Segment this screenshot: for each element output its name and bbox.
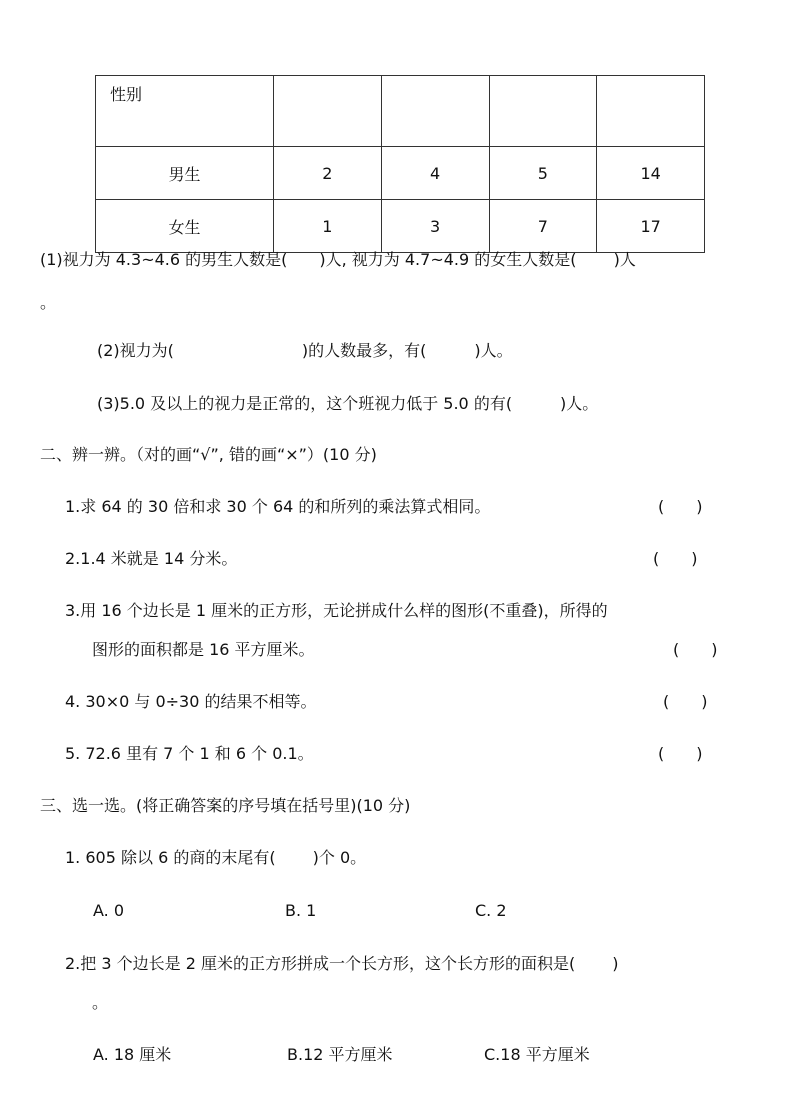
table-cell: 7 bbox=[489, 200, 597, 253]
question-3: (3)5.0 及以上的视力是正常的，这个班视力低于 5.0 的有( )人。 bbox=[97, 394, 599, 413]
judge-item-3-line2: 图形的面积都是 16 平方厘米。 bbox=[92, 640, 315, 659]
answer-bracket: ( ) bbox=[653, 549, 698, 568]
choice-question-2: 2.把 3 个边长是 2 厘米的正方形拼成一个长方形，这个长方形的面积是( ) bbox=[65, 954, 619, 973]
table-header-cell bbox=[381, 76, 489, 147]
table-row bbox=[96, 147, 705, 200]
question-2: (2)视力为( )的人数最多，有( )人。 bbox=[97, 341, 513, 360]
choice-option-c: C. 2 bbox=[475, 901, 507, 920]
question-1-line2: 。 bbox=[40, 293, 57, 312]
judge-item-1: 1.求 64 的 30 倍和求 30 个 64 的和所列的乘法算式相同。 bbox=[65, 497, 491, 516]
table-header-cell bbox=[597, 76, 705, 147]
table-cell: 4 bbox=[381, 147, 489, 200]
table-header-cell: 性别 bbox=[96, 76, 274, 147]
row-label: 男生 bbox=[96, 147, 274, 200]
question-1-line1: (1)视力为 4.3~4.6 的男生人数是( )人, 视力为 4.7~4.9 的女生人数是( )人 bbox=[40, 250, 636, 269]
judge-item-3: 3.用 16 个边长是 1 厘米的正方形，无论拼成什么样的图形(不重叠)，所得的 bbox=[65, 601, 608, 620]
table-cell: 5 bbox=[489, 147, 597, 200]
answer-bracket: ( ) bbox=[663, 692, 708, 711]
judge-item-5: 5. 72.6 里有 7 个 1 和 6 个 0.1。 bbox=[65, 744, 314, 763]
vision-table bbox=[95, 75, 705, 253]
table-header-cell bbox=[489, 76, 597, 147]
answer-bracket: ( ) bbox=[658, 497, 703, 516]
section-3-title: 三、选一选。(将正确答案的序号填在括号里)(10 分) bbox=[40, 796, 411, 815]
choice-option-b: B.12 平方厘米 bbox=[287, 1045, 393, 1064]
table-cell: 1 bbox=[274, 200, 382, 253]
answer-bracket: ( ) bbox=[673, 640, 718, 659]
table-cell: 3 bbox=[381, 200, 489, 253]
answer-bracket: ( ) bbox=[658, 744, 703, 763]
table-row bbox=[96, 200, 705, 253]
choice-option-a: A. 18 厘米 bbox=[93, 1045, 172, 1064]
choice-option-c: C.18 平方厘米 bbox=[484, 1045, 590, 1064]
judge-item-2: 2.1.4 米就是 14 分米。 bbox=[65, 549, 238, 568]
choice-option-b: B. 1 bbox=[285, 901, 317, 920]
table-cell: 2 bbox=[274, 147, 382, 200]
table-header-cell bbox=[274, 76, 382, 147]
table-header-row bbox=[96, 76, 705, 147]
row-label: 女生 bbox=[96, 200, 274, 253]
table-cell: 14 bbox=[597, 147, 705, 200]
choice-option-a: A. 0 bbox=[93, 901, 125, 920]
choice-question-2-line2: 。 bbox=[92, 993, 109, 1012]
section-2-title: 二、辨一辨。（对的画“√”, 错的画“×”）(10 分) bbox=[40, 445, 377, 464]
table-cell: 17 bbox=[597, 200, 705, 253]
choice-question-1: 1. 605 除以 6 的商的末尾有( )个 0。 bbox=[65, 848, 367, 867]
judge-item-4: 4. 30×0 与 0÷30 的结果不相等。 bbox=[65, 692, 317, 711]
